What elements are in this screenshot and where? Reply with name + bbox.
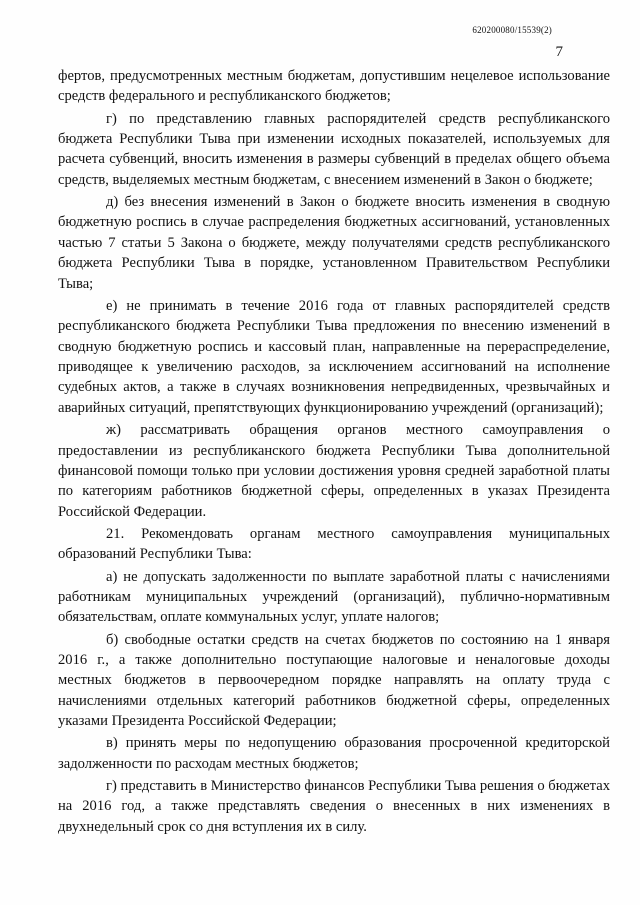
page-number: 7 [555, 44, 563, 60]
paragraph-item-zh: ж) рассматривать обращения органов местного самоуправления о предоставлении из республиканского бюджета Республики Тыва дополнительной финансовой помощи только при условии достижения уровня средней заработной платы по категориям работников бюджетной сферы, определенных в указах Президента Российской Федерации. [58, 422, 610, 520]
paragraph-item-e: е) не принимать в течение 2016 года от главных распорядителей средств республиканского бюджета Республики Тыва предложения по внесению изменений в сводную бюджетную роспись и кассовый план, направленные на перераспределение, приводящее к увеличению расходов, за исключением ассигнований на исполнение судебных актов, а также в случаях возникновения непредвиденных, чрезвычайных и аварийных ситуаций, препятствующих функционированию учреждений (организаций); [58, 297, 610, 416]
document-registration-code: 620200080/15539(2) [472, 25, 552, 35]
paragraph-continuation: фертов, предусмотренных местным бюджетам, допустившим нецелевое использование средств федерального и республиканского бюджетов; [58, 68, 610, 105]
paragraph-section-21: 21. Рекомендовать органам местного самоуправления муниципальных образований Республики Тыва: [58, 525, 610, 563]
document-body [58, 66, 610, 839]
paragraph-21-item-g: г) представить в Министерство финансов Республики Тыва решения о бюджетах на 2016 год, а также представлять сведения о внесенных в них изменениях в двухнедельный срок со дня вступления их в силу. [58, 777, 610, 835]
paragraph-21-item-a: а) не допускать задолженности по выплате заработной платы с начислениями работникам муниципальных учреждений (организаций), публично-нормативным обязательствам, оплате коммунальных услуг, уплате налогов; [58, 568, 610, 626]
paragraph-item-g: г) по представлению главных распорядителей средств республиканского бюджета Республики Тыва при изменении исходных показателей, используемых для расчета субвенций, вносить изменения в размеры субвенций в пределах общего объема средств, выделяемых местным бюджетам, с внесением изменений в Закон о бюджете; [58, 110, 610, 188]
paragraph-21-item-v: в) принять меры по недопущению образования просроченной кредиторской задолженности по расходам местных бюджетов; [58, 735, 610, 772]
paragraph-21-item-b: б) свободные остатки средств на счетах бюджетов по состоянию на 1 января 2016 г., а также дополнительно поступающие налоговые и неналоговые доходы местных бюджетов в первоочередном порядке направлять на оплату труда с начислениями отдельных категорий работников бюджетной сферы, определенных указами Президента Российской Федерации; [58, 631, 610, 730]
paragraph-item-d: д) без внесения изменений в Закон о бюджете вносить изменения в сводную бюджетную роспись в случае распределения бюджетных ассигнований, установленных частью 7 статьи 5 Закона о бюджете, между получателями средств республиканского бюджета Республики Тыва в порядке, установленном Правительством Республики Тыва; [58, 194, 610, 292]
